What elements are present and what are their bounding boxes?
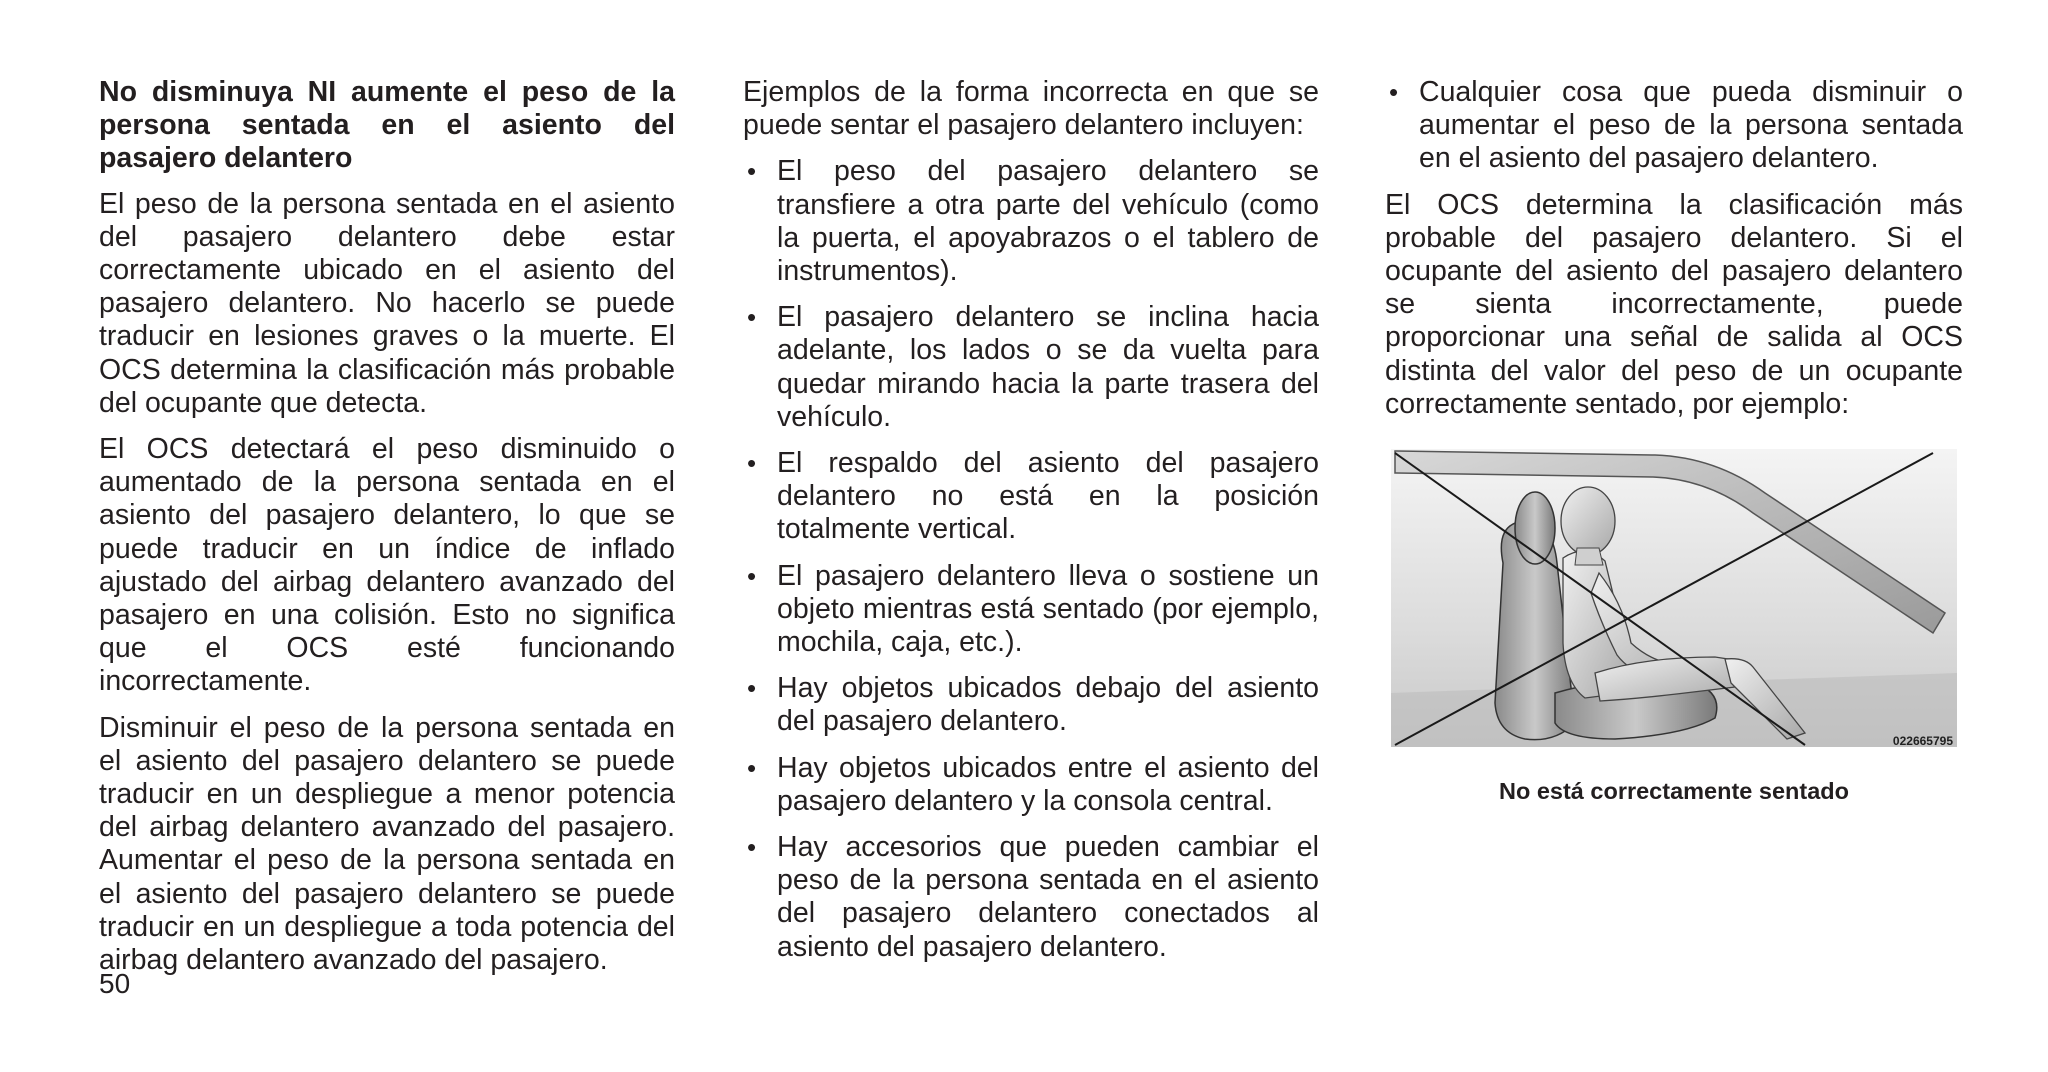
bullet-icon: • <box>747 560 757 591</box>
list-item <box>743 155 1319 288</box>
incorrectly-seated-illustration <box>1385 443 1963 753</box>
list-item <box>743 672 1319 738</box>
bullet-icon: • <box>747 448 757 479</box>
paragraph-1: El peso de la persona sentada en el asiento del pasajero delantero debe estar correctamente ubicado en el asiento del pasajero delantero. No hacerlo se puede traducir en lesiones graves o la muerte. El OCS determina la clasificación más probable del ocupante que detecta. <box>99 187 675 419</box>
figure-code: 022665795 <box>1892 734 1953 749</box>
section-heading: No disminuya NI aumente el peso de la persona sentada en el asiento del pasajero delantero <box>99 76 675 175</box>
list-item <box>743 301 1319 434</box>
examples-list <box>743 155 1319 963</box>
seated-occupant-figure <box>1385 443 1963 753</box>
list-item-text: El respaldo del asiento del pasajero delantero no está en la posición totalmente vertical. <box>777 447 1319 546</box>
column-right <box>1385 76 1963 805</box>
paragraph-3: Disminuir el peso de la persona sentada en el asiento del pasajero delantero se puede traducir en un despliegue a menor potencia del airbag delantero avanzado del pasajero. Aumentar el peso de la persona sentada en el asiento del pasajero delantero se puede traducir en un despliegue a toda potencia del airbag delantero avanzado del pasajero. <box>99 711 675 977</box>
page-number: 50 <box>99 968 131 999</box>
list-item-text: Cualquier cosa que pueda disminuir o aumentar el peso de la persona sentada en el asiento del pasajero delantero. <box>1419 76 1963 175</box>
bullet-icon: • <box>747 302 757 333</box>
list-item-text: El pasajero delantero lleva o sostiene un objeto mientras está sentado (por ejemplo, mochila, caja, etc.). <box>777 559 1319 659</box>
list-item <box>1385 76 1963 176</box>
bullet-icon: • <box>1389 77 1399 107</box>
list-item <box>743 447 1319 547</box>
continued-list <box>1385 76 1963 176</box>
occupant-head-shape <box>1561 487 1615 555</box>
list-item-text: Hay accesorios que pueden cambiar el peso de la persona sentada en el asiento del pasajero delantero conectados al asiento del pasajero delantero. <box>777 831 1319 963</box>
ocs-paragraph: El OCS determina la clasificación más probable del pasajero delantero. Si el ocupante del asiento del pasajero delantero se sienta incorrectamente, puede proporcionar una señal de salida al OCS distinta del valor del peso de un ocupante correctamente sentado, por ejemplo: <box>1385 188 1963 420</box>
list-item <box>743 831 1319 964</box>
list-item <box>743 560 1319 660</box>
examples-intro: Ejemplos de la forma incorrecta en que se puede sentar el pasajero delantero incluyen: <box>743 76 1319 142</box>
column-middle <box>743 76 1319 977</box>
list-item-text: El pasajero delantero se inclina hacia adelante, los lados o se da vuelta para quedar mirando hacia la parte trasera del vehículo. <box>777 301 1319 433</box>
list-item-text: El peso del pasajero delantero se transfiere a otra parte del vehículo (como la puerta, el apoyabrazos o el tablero de instrumentos). <box>777 155 1319 288</box>
column-left <box>99 76 675 990</box>
bullet-icon: • <box>747 832 757 863</box>
bullet-icon: • <box>747 752 757 783</box>
list-item-text: Hay objetos ubicados debajo del asiento del pasajero delantero. <box>777 672 1319 738</box>
bullet-icon: • <box>747 156 757 187</box>
list-item-text: Hay objetos ubicados entre el asiento del pasajero delantero y la consola central. <box>777 751 1319 817</box>
figure-caption: No está correctamente sentado <box>1498 778 1849 805</box>
list-item <box>743 752 1319 818</box>
paragraph-2: El OCS detectará el peso disminuido o aumentado de la persona sentada en el asiento del pasajero delantero, lo que se puede traducir en un índice de inflado ajustado del airbag delantero avanzado del pasajero en una colisión. Esto no significa que el OCS esté funcionando incorrectamente. <box>99 433 675 698</box>
bullet-icon: • <box>747 673 757 704</box>
